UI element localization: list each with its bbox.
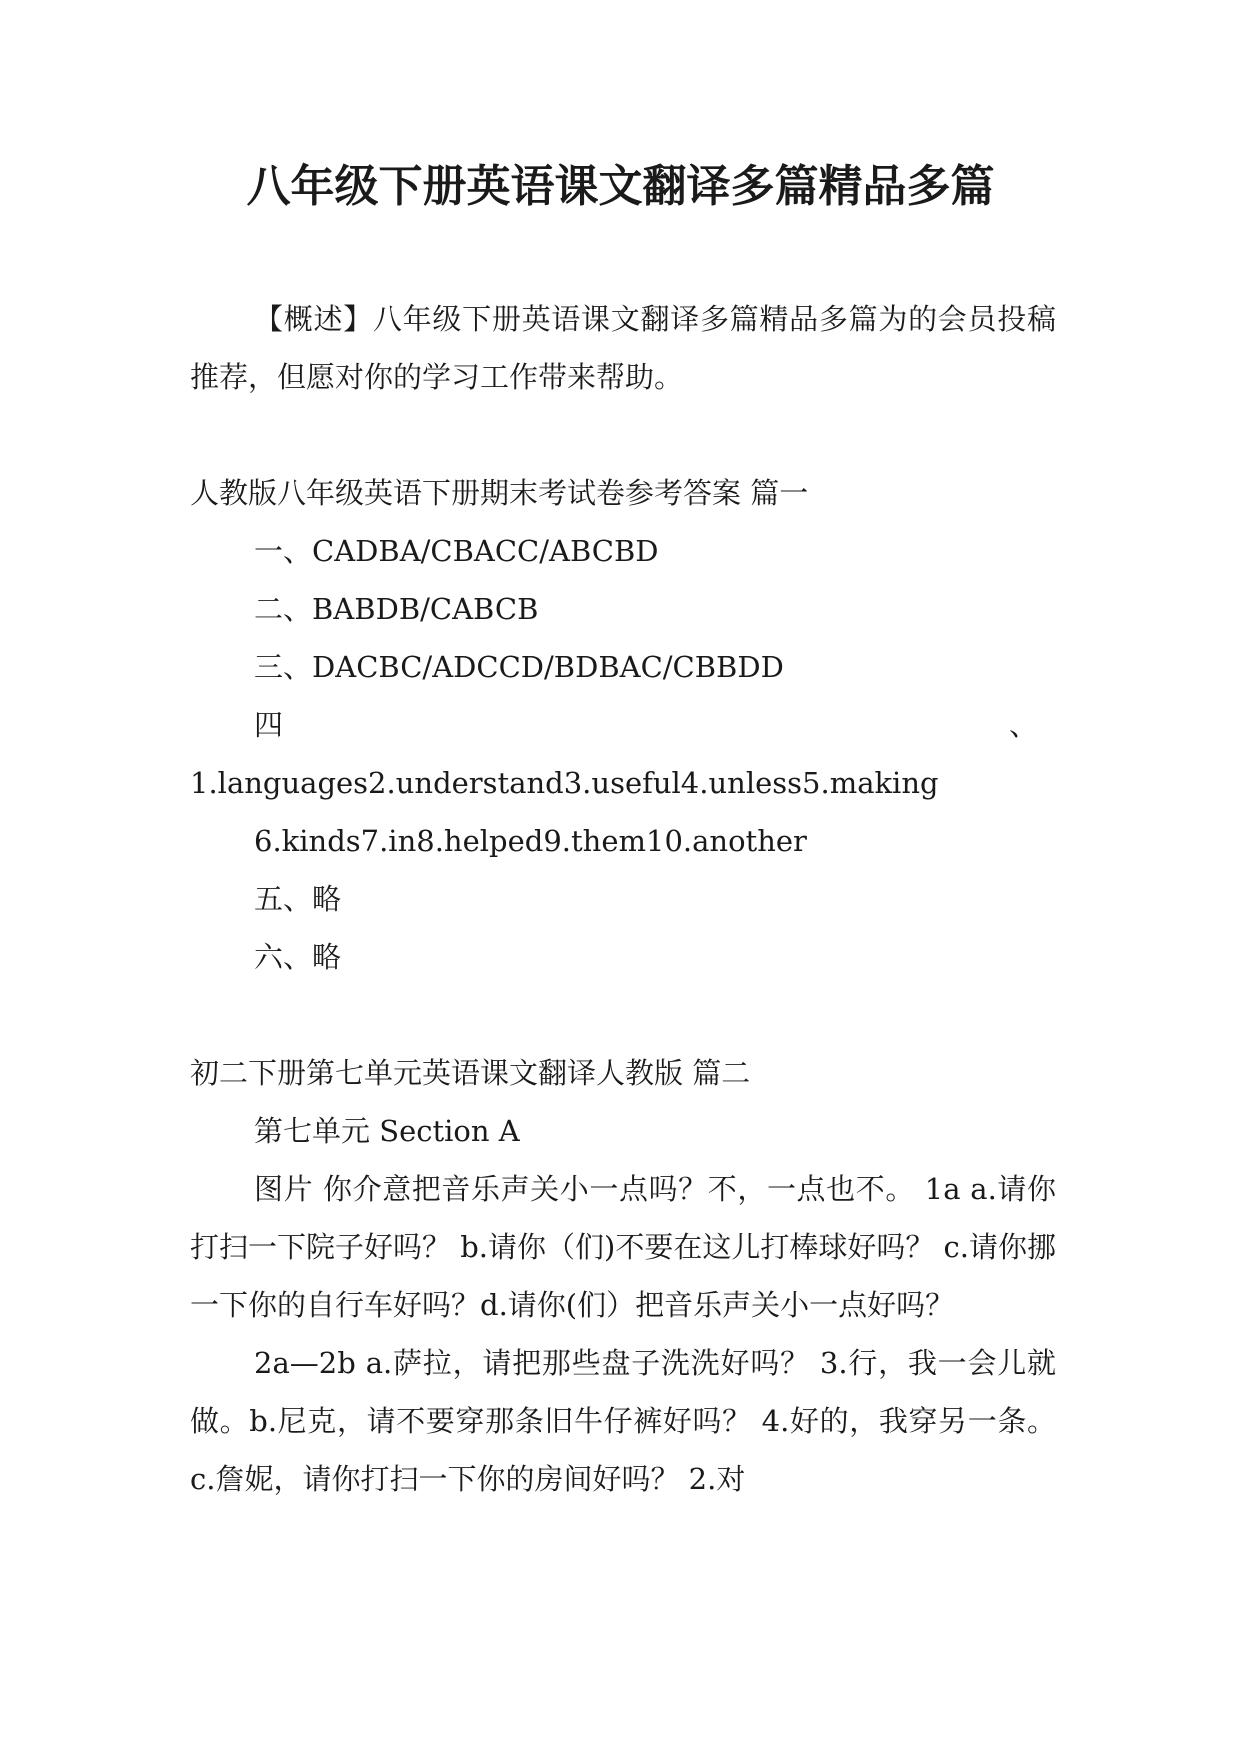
answer-part-six: 六、略 [254,940,342,974]
answer-part-four-line2: 6.kinds7.in8.helped9.them10.another [254,824,807,858]
answer-part-one: 一、CADBA/CBACC/ABCBD [254,534,659,568]
spacer [190,986,1056,1044]
intro-paragraph: 【概述】八年级下册英语课文翻译多篇精品多篇为的会员投稿推荐，但愿对你的学习工作带来帮助。 [190,302,1056,394]
page-title: 八年级下册英语课文翻译多篇精品多篇 [246,161,995,212]
answer-part-four-label-row [190,696,1056,754]
answer-part-four-mark: 、 [1008,708,1038,742]
answer-part-two: 二、BABDB/CABCB [254,592,539,626]
section1-heading: 人教版八年级英语下册期末考试卷参考答案 篇一 [190,476,809,510]
document-body [190,290,1056,1508]
section2-unit: 第七单元 Section A [254,1114,520,1148]
answer-part-three: 三、DACBC/ADCCD/BDBAC/CBBDD [254,650,784,684]
section2-paragraph-2: 2a—2b a.萨拉，请把那些盘子洗洗好吗？ 3.行，我一会儿就做。b.尼克，请不要穿那条旧牛仔裤好吗？ 4.好的，我穿另一条。 c.詹妮，请你打扫一下你的房间好吗？ 2.对 [190,1346,1056,1496]
spacer [190,406,1056,464]
section2-paragraph-1: 图片 你介意把音乐声关小一点吗？不，一点也不。 1a a.请你打扫一下院子好吗？ b.请你（们)不要在这儿打棒球好吗？ c.请你挪一下你的自行车好吗？d.请你(们）把音乐声关小一点好吗？ [190,1172,1056,1322]
answer-part-four-line1: 1.languages2.understand3.useful4.unless5.making [190,766,939,800]
answer-part-four-label: 四 [254,708,284,742]
section2-heading: 初二下册第七单元英语课文翻译人教版 篇二 [190,1056,751,1090]
answer-part-five: 五、略 [254,882,342,916]
